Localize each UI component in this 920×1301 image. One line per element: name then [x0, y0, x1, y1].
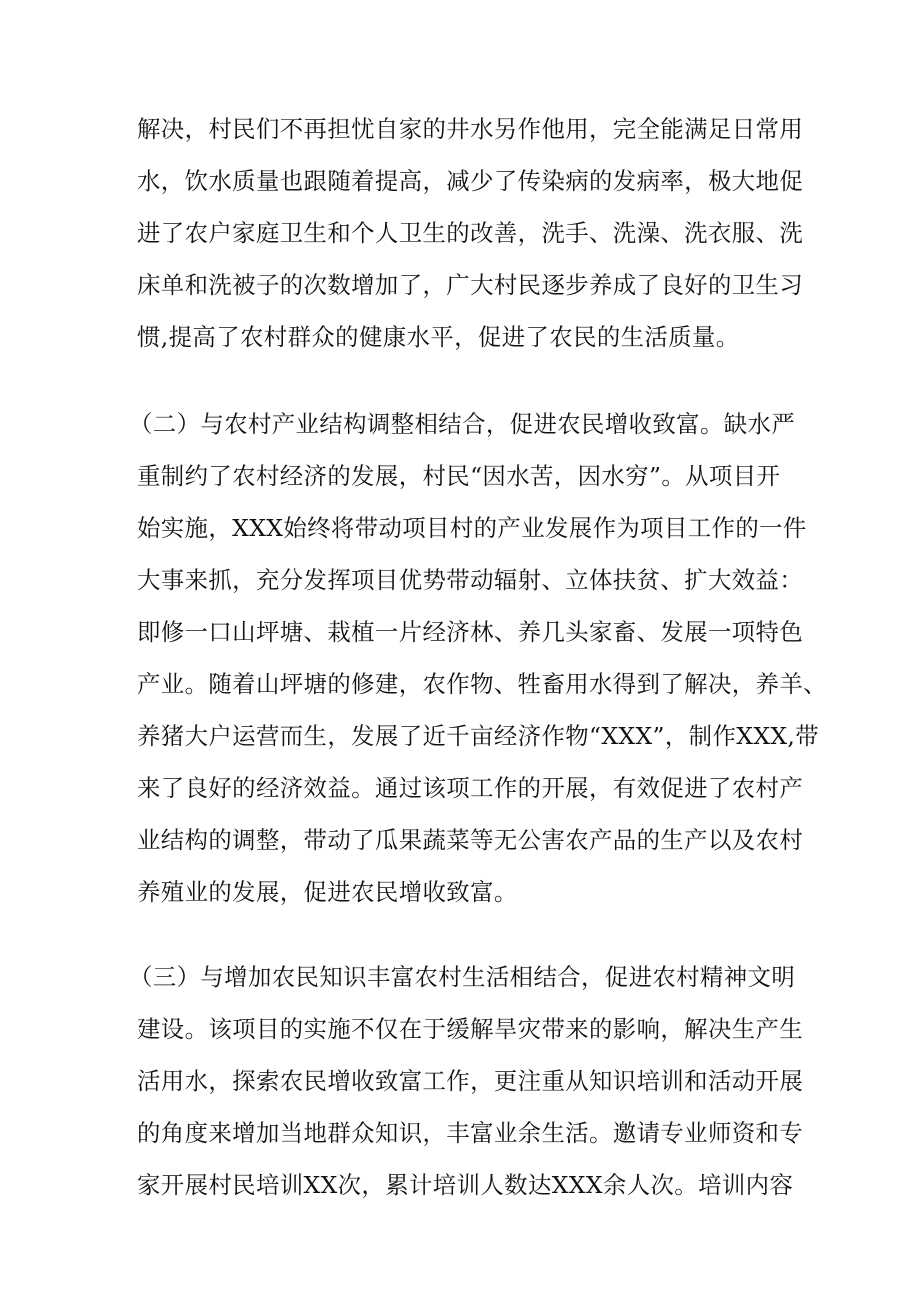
text-line: 业结构的调整，带动了瓜果蔬菜等无公害农产品的生产以及农村: [137, 826, 804, 854]
text-line: （二）与农村产业结构调整相结合，促进农民增收致富。缺水严: [129, 410, 796, 438]
text-line: 养猪大户运营而生，发展了近千亩经济作物“XXX”，制作XXX,带: [137, 722, 820, 750]
text-line: 重制约了农村经济的发展，村民“因水苦，因水穷”。从项目开: [137, 462, 781, 490]
text-line: 家开展村民培训XX次，累计培训人数达XXX余人次。培训内容: [137, 1171, 794, 1199]
text-line: 解决，村民们不再担忧自家的井水另作他用，完全能满足日常用: [137, 115, 804, 143]
text-line: 来了良好的经济效益。通过该项工作的开展，有效促进了农村产: [137, 774, 804, 802]
text-line: 即修一口山坪塘、栽植一片经济林、养几头家畜、发展一项特色: [137, 618, 804, 646]
text-line: （三）与增加农民知识丰富农村生活相结合，促进农村精神文明: [129, 963, 796, 991]
text-line: 养殖业的发展，促进农民增收致富。: [137, 878, 518, 906]
text-line: 惯,提高了农村群众的健康水平，促进了农民的生活质量。: [137, 323, 740, 351]
text-line: 床单和洗被子的次数增加了，广大村民逐步养成了良好的卫生习: [137, 271, 804, 299]
text-line: 始实施，XXX始终将带动项目村的产业发展作为项目工作的一件: [137, 514, 807, 542]
text-line: 的角度来增加当地群众知识，丰富业余生活。邀请专业师资和专: [137, 1119, 804, 1147]
text-line: 建设。该项目的实施不仅在于缓解旱灾带来的影响，解决生产生: [137, 1015, 804, 1043]
text-line: 进了农户家庭卫生和个人卫生的改善，洗手、洗澡、洗衣服、洗: [137, 219, 804, 247]
text-line: 水，饮水质量也跟随着提高，减少了传染病的发病率，极大地促: [137, 167, 804, 195]
text-line: 活用水，探索农民增收致富工作，更注重从知识培训和活动开展: [137, 1067, 804, 1095]
text-line: 产业。随着山坪塘的修建，农作物、牲畜用水得到了解决，养羊、: [137, 670, 827, 698]
text-line: 大事来抓，充分发挥项目优势带动辐射、立体扶贫、扩大效益：: [137, 566, 804, 594]
